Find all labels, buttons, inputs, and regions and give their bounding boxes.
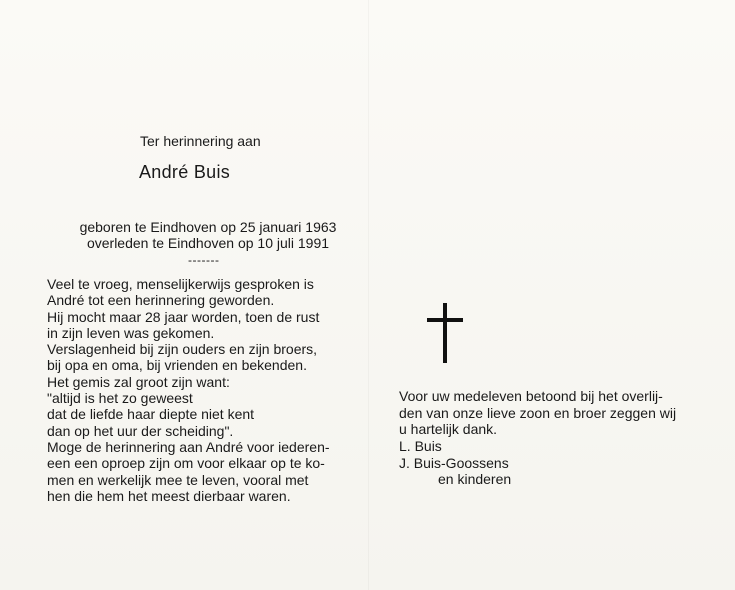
text-line: André tot een herinnering geworden.: [47, 292, 275, 309]
text-line: Het gemis zal groot zijn want:: [47, 373, 230, 390]
text-line: Veel te vroeg, menselijkerwijs gesproken is: [47, 276, 314, 292]
deceased-name: André Buis: [139, 162, 231, 182]
birth-line: geboren te Eindhoven op 25 januari 1963: [79, 219, 337, 235]
cross-horizontal-bar: [427, 318, 463, 322]
text-line: u hartelijk dank.: [399, 421, 498, 437]
text-line: "altijd is het zo geweest: [47, 390, 193, 407]
cross-vertical-bar: [443, 303, 447, 363]
text-line: men en werkelijk mee te leven, vooral met: [47, 471, 309, 488]
latin-cross-icon: [427, 303, 463, 363]
text-line: dat de liefde haar diepte niet kent: [47, 406, 255, 423]
family-signatures: [399, 438, 511, 488]
memorial-text: [47, 276, 330, 504]
text-line: dan op het uur der scheiding".: [47, 422, 234, 439]
text-line: bij opa en oma, bij vrienden en bekenden.: [47, 357, 307, 374]
text-line: hen die hem het meest dierbaar waren.: [47, 487, 291, 504]
text-line: Verslagenheid bij zijn ouders en zijn broers,: [47, 341, 318, 358]
in-memory-heading: Ter herinnering aan: [140, 133, 261, 149]
text-line: Hij mocht maar 28 jaar worden, toen de rust: [47, 308, 320, 325]
text-line: een een oproep zijn om voor elkaar op te ko-: [47, 455, 325, 472]
text-line: Voor uw medeleven betoond bij het overlij-: [399, 388, 663, 404]
signature-line: L. Buis: [399, 438, 442, 454]
dash-separator: -------: [188, 253, 220, 267]
text-line: Moge de herinnering aan André voor iederen-: [47, 438, 330, 455]
text-line: in zijn leven was gekomen.: [47, 324, 215, 341]
signature-line: en kinderen: [438, 471, 512, 487]
text-line: den van onze lieve zoon en broer zeggen wij: [399, 404, 677, 421]
life-dates: [58, 219, 358, 251]
death-line: overleden te Eindhoven op 10 juli 1991: [86, 235, 330, 251]
fold-line: [368, 0, 369, 590]
thanks-text: [399, 388, 676, 438]
signature-line: J. Buis-Goossens: [399, 454, 509, 471]
